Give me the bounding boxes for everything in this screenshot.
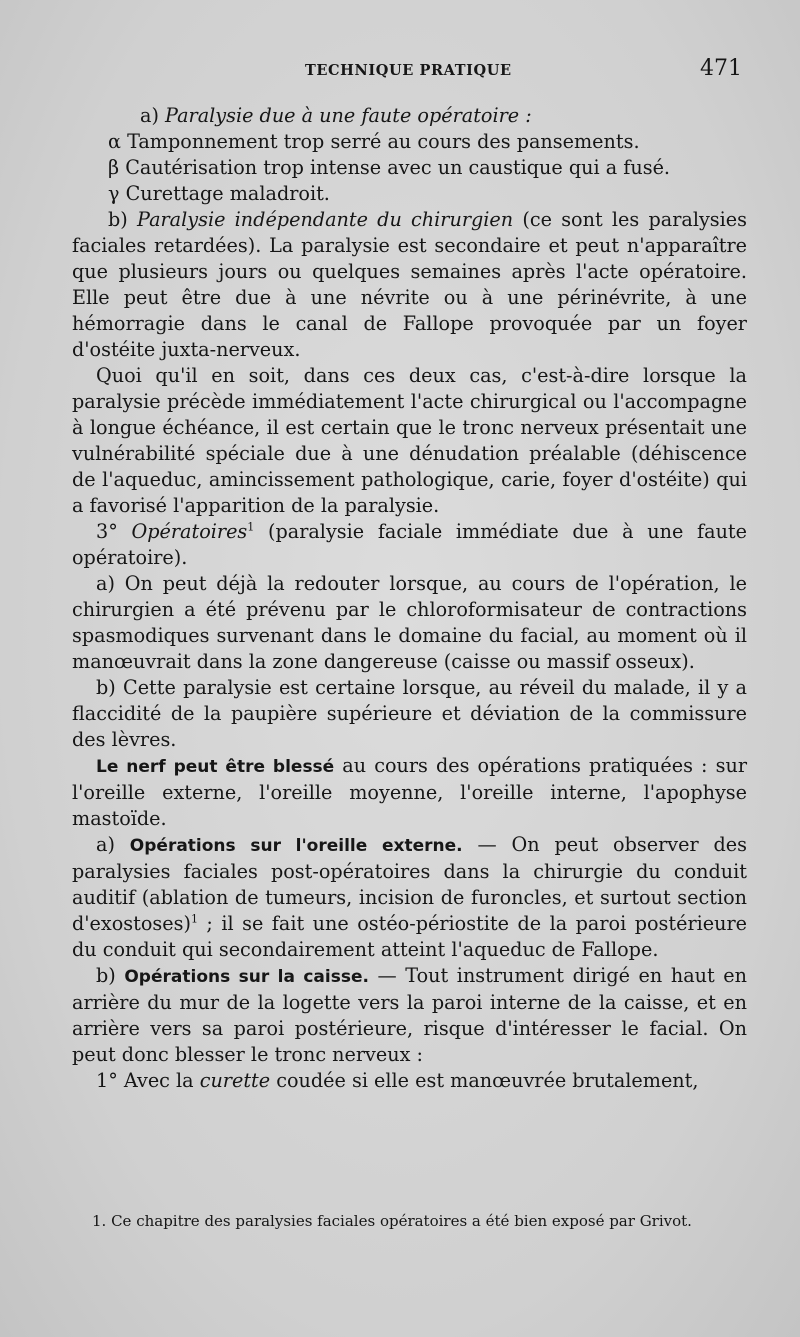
bold-heading: Opérations sur l'oreille externe. — [129, 836, 463, 856]
item-label: 1° — [96, 1069, 124, 1092]
item-label: 3° — [96, 520, 132, 543]
greek-label: α — [108, 130, 128, 153]
running-title: TECHNIQUE PRATIQUE — [305, 62, 512, 79]
paragraph-operatoires — [72, 519, 747, 571]
paragraph-oreille-externe — [72, 832, 747, 963]
paragraph-text-cont: coudée si elle est manœuvrée brutalement, — [270, 1069, 699, 1092]
paragraph-curette — [72, 1068, 747, 1094]
item-label: a) — [96, 572, 125, 595]
item-label: b) — [96, 676, 124, 699]
bold-heading: Opérations sur la caisse. — [124, 967, 369, 987]
page-number: 471 — [700, 56, 742, 81]
paragraph-caisse — [72, 963, 747, 1068]
paragraph-independante — [72, 207, 747, 363]
paragraph-text: Avec la — [123, 1069, 200, 1092]
bold-heading: Le nerf peut être blessé — [96, 757, 335, 777]
footnote-ref: 1 — [247, 520, 255, 534]
section-heading: Opératoires — [131, 520, 248, 543]
list-item-text: Curettage maladroit. — [125, 182, 330, 205]
section-heading: Paralysie indépendante du chirurgien — [137, 208, 514, 231]
footnote-text: Ce chapitre des paralysies faciales opératoires a été bien exposé par Grivot. — [106, 1212, 692, 1230]
page-header — [0, 58, 800, 88]
list-item-text: Cautérisation trop intense avec un caustique qui a fusé. — [125, 156, 671, 179]
section-heading: Paralysie due à une faute opératoire : — [165, 104, 532, 127]
body-text — [72, 103, 747, 1094]
paragraph-redouter — [72, 571, 747, 675]
list-item-beta — [72, 155, 747, 181]
item-label: b) — [96, 964, 125, 987]
item-label: a) — [140, 104, 166, 127]
list-item-gamma — [72, 181, 747, 207]
paragraph-text-cont: ; il se fait une ostéo-périostite de la paroi postérieure du conduit qui secondairement atteint l'aqueduc de Fallope. — [72, 912, 747, 961]
item-label: a) — [96, 833, 130, 856]
paragraph-quoi-qu-il-en-soit — [72, 363, 747, 519]
footnote — [76, 1213, 748, 1230]
paragraph-text: On peut déjà la redouter lorsque, au cours de l'opération, le chirurgien a été prévenu par le chloroformisateur de contractions spasmodiques survenant dans le domaine du facial, au moment où il manœuvrait dans la zone dangereuse (caisse ou massif osseux). — [72, 572, 747, 673]
italic-word: curette — [199, 1069, 271, 1092]
list-item-text: Tamponnement trop serré au cours des pansements. — [127, 130, 640, 153]
greek-label: γ — [108, 182, 126, 205]
paragraph-faute-operatoire — [72, 103, 747, 129]
item-label: b) — [108, 208, 138, 231]
paragraph-text: (ce sont les paralysies faciales retardées). La paralysie est secondaire et peut n'apparaître que plusieurs jours ou quelques semaines après l'acte opératoire. Elle peut être due à une névrite ou à une périnévrite, à une hémorragie dans le canal de Fallope provoquée par un foyer d'ostéite juxta-nerveux. — [72, 208, 747, 361]
paragraph-text: Cette paralysie est certaine lorsque, au réveil du malade, il y a flaccidité de la paupière supérieure et déviation de la commissure des lèvres. — [72, 676, 747, 751]
paragraph-text: — Tout instrument dirigé en haut en arrière du mur de la logette vers la paroi interne de la caisse, et en arrière vers sa paroi postérieure, risque d'intéresser le facial. On peut donc blesser le tronc nerveux : — [72, 964, 747, 1066]
paragraph-nerf-blesse — [72, 753, 747, 832]
footnote-ref: 1 — [190, 912, 198, 926]
paragraph-text: (paralysie faciale immédiate due à une faute opératoire). — [72, 520, 747, 569]
paragraph-text: Quoi qu'il en soit, dans ces deux cas, c'est-à-dire lorsque la paralysie précède immédiatement l'acte chirurgical ou l'accompagne à longue échéance, il est certain que le tronc nerveux présentait une vulnérabilité spéciale due à une dénudation préalable (déhiscence de l'aqueduc, amincissement pathologique, carie, foyer d'ostéite) qui a favorisé l'apparition de la paralysie. — [72, 364, 747, 517]
paragraph-certaine — [72, 675, 747, 753]
list-item-alpha — [72, 129, 747, 155]
footnote-mark: 1. — [92, 1212, 107, 1230]
greek-label: β — [108, 156, 126, 179]
paragraph-text: — On peut observer des paralysies faciales post-opératoires dans la chirurgie du conduit auditif (ablation de tumeurs, incision de furoncles, et surtout section d'exostoses) — [72, 833, 747, 935]
paragraph-text: au cours des opérations pratiquées : sur l'oreille externe, l'oreille moyenne, l'oreille interne, l'apophyse mastoïde. — [72, 754, 747, 830]
